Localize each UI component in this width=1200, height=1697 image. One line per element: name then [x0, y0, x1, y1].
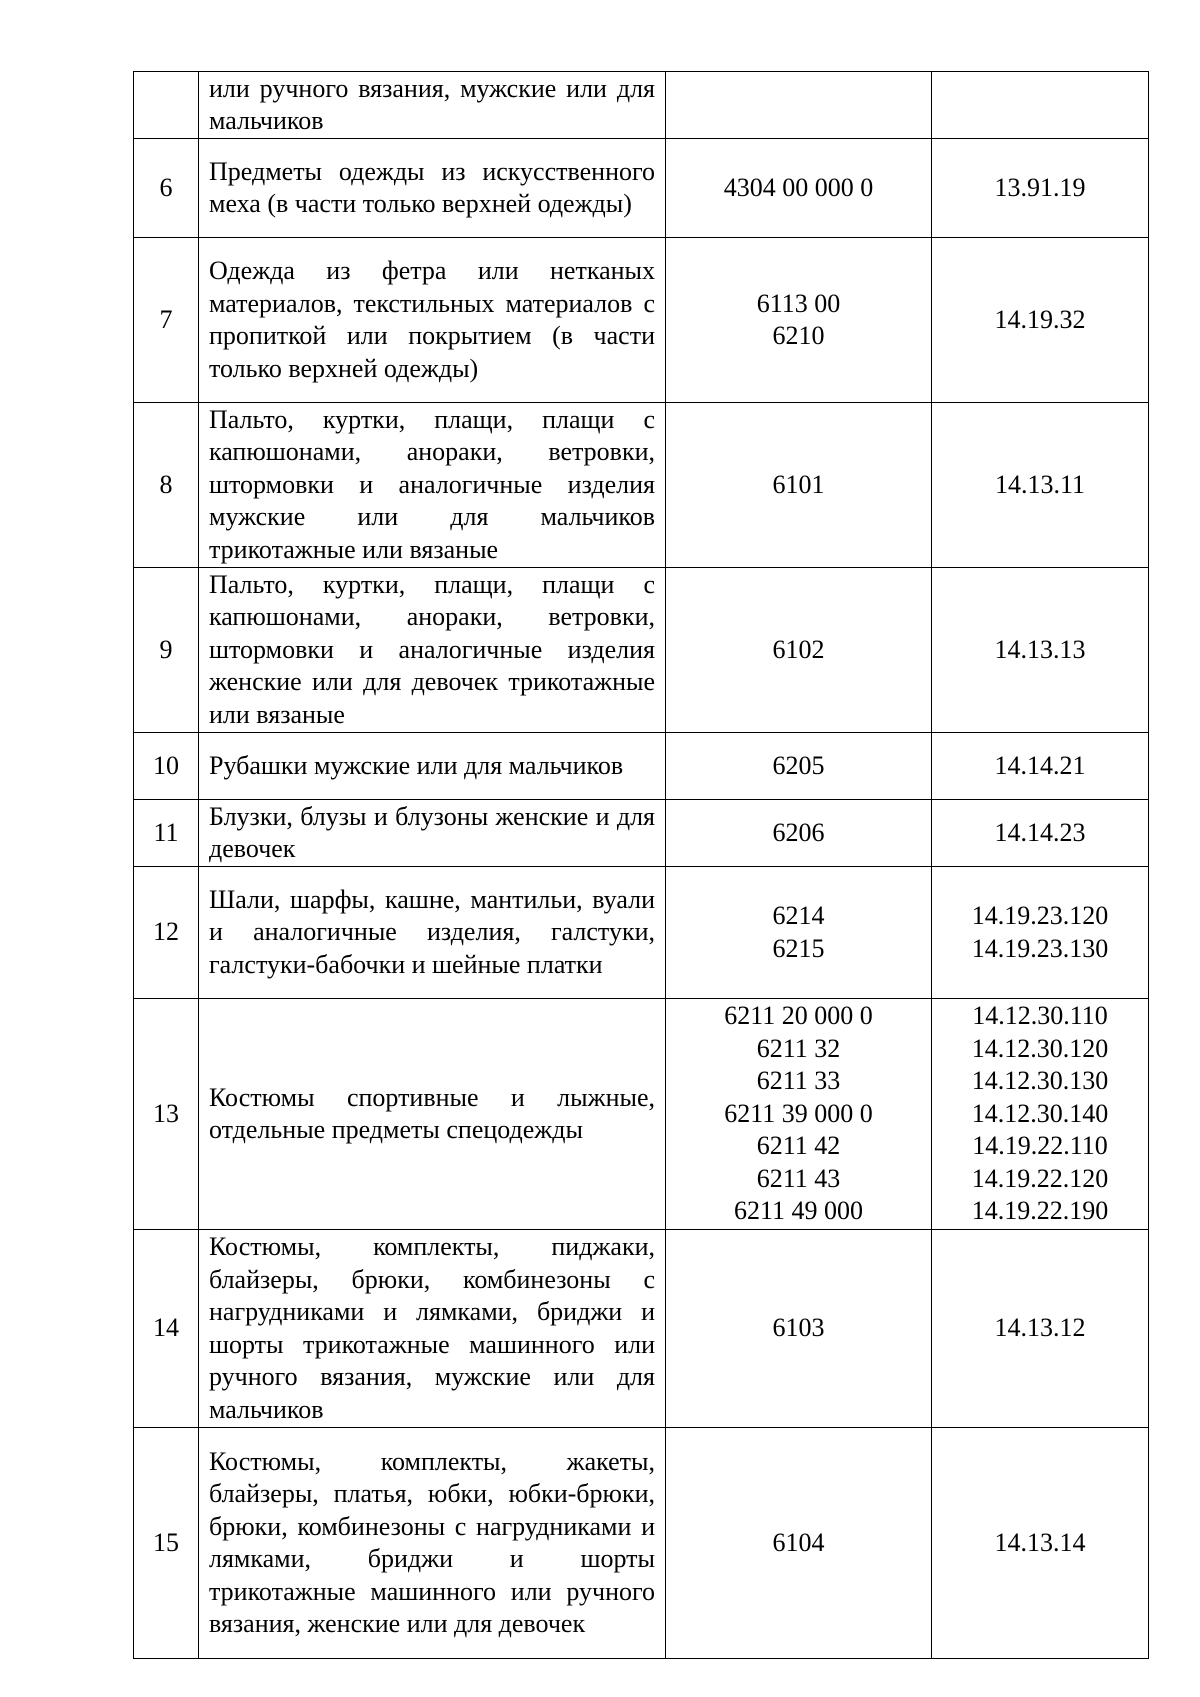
- row-number: 8: [134, 403, 199, 568]
- tnved-code: 6211 20 000 0: [724, 1001, 873, 1031]
- product-description: Блузки, блузы и блузоны женские и для девочек: [199, 800, 666, 867]
- row-number: 12: [134, 867, 199, 999]
- product-description: Рубашки мужские или для мальчиков: [199, 733, 666, 800]
- okpd-code: 14.13.13: [994, 634, 1086, 664]
- table-row: [134, 1428, 1149, 1659]
- row-number: 15: [134, 1428, 199, 1659]
- tnved-code-cell: [666, 800, 932, 867]
- tnved-code-cell: [666, 867, 932, 999]
- okpd-code: 14.12.30.110: [972, 1001, 1108, 1031]
- okpd-code-cell: [932, 72, 1149, 139]
- tnved-code: 6211 42: [756, 1131, 841, 1161]
- okpd-code-cell: [932, 568, 1149, 733]
- tnved-code: 6206: [772, 817, 825, 847]
- tnved-code: 4304 00 000 0: [723, 172, 874, 202]
- okpd-code: 14.19.22.190: [971, 1196, 1109, 1226]
- table-row: [134, 1230, 1149, 1428]
- okpd-code-cell: [932, 139, 1149, 238]
- tnved-code: 6211 49 000: [733, 1196, 864, 1226]
- tnved-code-cell: [666, 403, 932, 568]
- row-number: 11: [134, 800, 199, 867]
- row-number: 10: [134, 733, 199, 800]
- product-description: Костюмы спортивные и лыжные, отдельные предметы спецодежды: [199, 999, 666, 1230]
- okpd-code: 14.19.22.110: [972, 1131, 1108, 1161]
- row-number: 13: [134, 999, 199, 1230]
- table-body: [134, 72, 1149, 1659]
- tnved-code: 6101: [772, 469, 825, 499]
- okpd-code-cell: [932, 733, 1149, 800]
- okpd-code-cell: [932, 867, 1149, 999]
- okpd-code: 14.12.30.140: [971, 1098, 1109, 1128]
- product-description: или ручного вязания, мужские или для мальчиков: [199, 72, 666, 139]
- tnved-code-cell: [666, 1230, 932, 1428]
- table-row: [134, 800, 1149, 867]
- okpd-code: 14.12.30.120: [971, 1033, 1109, 1063]
- okpd-code: 14.14.21: [994, 750, 1086, 780]
- okpd-code: 14.14.23: [994, 817, 1086, 847]
- tnved-code: 6211 32: [756, 1033, 841, 1063]
- okpd-code-cell: [932, 800, 1149, 867]
- tnved-code-cell: [666, 568, 932, 733]
- okpd-code: 14.13.14: [994, 1527, 1086, 1557]
- table-row: [134, 568, 1149, 733]
- row-number: [134, 72, 199, 139]
- table-row: [134, 72, 1149, 139]
- product-description: Костюмы, комплекты, пиджаки, блайзеры, брюки, комбинезоны с нагрудниками и лямками, бриджи и шорты трикотажные машинного или ручного вязания, мужские или для мальчиков: [199, 1230, 666, 1428]
- okpd-code: 14.19.32: [994, 304, 1086, 334]
- table-row: [134, 139, 1149, 238]
- tnved-code: 6102: [772, 634, 825, 664]
- row-number: 14: [134, 1230, 199, 1428]
- okpd-code-cell: [932, 403, 1149, 568]
- tnved-code: 6214: [772, 901, 825, 930]
- okpd-code: 14.13.12: [994, 1313, 1086, 1343]
- tnved-code-cell: [666, 238, 932, 403]
- tnved-code: 6210: [772, 321, 825, 350]
- table-row: [134, 733, 1149, 800]
- table-row: [134, 238, 1149, 403]
- okpd-code: 14.12.30.130: [971, 1066, 1109, 1096]
- tnved-code: 6205: [772, 750, 825, 780]
- table-row: [134, 999, 1149, 1230]
- tnved-code: 6113 00: [756, 288, 841, 318]
- row-number: 7: [134, 238, 199, 403]
- tnved-code: 6211 39 000 0: [724, 1098, 873, 1128]
- tnved-code-cell: [666, 999, 932, 1230]
- okpd-code: 14.19.22.120: [971, 1163, 1109, 1193]
- okpd-code-cell: [932, 1428, 1149, 1659]
- okpd-code-cell: [932, 238, 1149, 403]
- product-description: Предметы одежды из искусственного меха (в части только верхней одежды): [199, 139, 666, 238]
- okpd-code: 14.19.23.130: [971, 933, 1109, 963]
- table-row: [134, 867, 1149, 999]
- tnved-code: 6103: [772, 1313, 825, 1343]
- tnved-code: 6211 43: [756, 1163, 841, 1193]
- okpd-code: 14.19.23.120: [971, 901, 1109, 930]
- tnved-code-cell: [666, 1428, 932, 1659]
- product-description: Костюмы, комплекты, жакеты, блайзеры, платья, юбки, юбки-брюки, брюки, комбинезоны с нагрудниками и лямками, бриджи и шорты трикотажные машинного или ручного вязания, женские или для девочек: [199, 1428, 666, 1659]
- product-description: Пальто, куртки, плащи, плащи с капюшонами, анораки, ветровки, штормовки и аналогичные изделия женские или для девочек трикотажные или вязаные: [199, 568, 666, 733]
- okpd-code: 14.13.11: [994, 469, 1086, 499]
- okpd-code-cell: [932, 1230, 1149, 1428]
- tnved-code-cell: [666, 72, 932, 139]
- classification-table: [133, 71, 1149, 1659]
- row-number: 9: [134, 568, 199, 733]
- tnved-code: 6215: [772, 933, 825, 963]
- tnved-code-cell: [666, 733, 932, 800]
- okpd-code: 13.91.19: [994, 172, 1086, 202]
- okpd-code-cell: [932, 999, 1149, 1230]
- tnved-code: 6104: [772, 1527, 825, 1557]
- tnved-code-cell: [666, 139, 932, 238]
- row-number: 6: [134, 139, 199, 238]
- product-description: Одежда из фетра или нетканых материалов, текстильных материалов с пропиткой или покрытием (в части только верхней одежды): [199, 238, 666, 403]
- table-row: [134, 403, 1149, 568]
- product-description: Шали, шарфы, кашне, мантильи, вуали и аналогичные изделия, галстуки, галстуки-бабочки и шейные платки: [199, 867, 666, 999]
- tnved-code: 6211 33: [756, 1066, 841, 1096]
- product-description: Пальто, куртки, плащи, плащи с капюшонами, анораки, ветровки, штормовки и аналогичные изделия мужские или для мальчиков трикотажные или вязаные: [199, 403, 666, 568]
